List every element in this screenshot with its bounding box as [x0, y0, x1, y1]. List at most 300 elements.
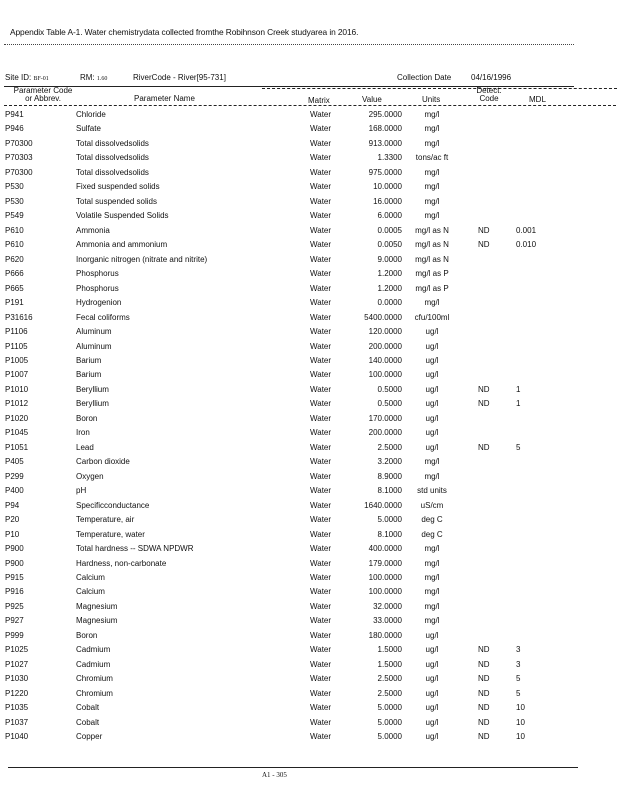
cell-units: ug/l: [425, 341, 439, 351]
cell-parameter-code: P1051: [5, 442, 29, 452]
cell-parameter-code: P405: [5, 457, 24, 467]
cell-parameter-name: Magnesium: [76, 601, 118, 611]
cell-units: ug/l: [425, 399, 439, 409]
cell-units: ug/l: [425, 688, 439, 698]
cell-parameter-name: Boron: [76, 630, 98, 640]
table-row: [0, 501, 618, 515]
cell-parameter-name: Ammonia: [76, 225, 110, 235]
table-row: [0, 602, 618, 616]
cell-matrix: Water: [310, 645, 332, 655]
cell-matrix: Water: [310, 298, 332, 308]
cell-mdl: 1: [516, 399, 521, 409]
cell-detect-code: ND: [478, 240, 490, 250]
cell-parameter-name: Barium: [76, 355, 102, 365]
cell-detect-code: ND: [478, 645, 490, 655]
cell-detect-code: ND: [478, 674, 490, 684]
cell-parameter-code: P927: [5, 616, 24, 626]
cell-matrix: Water: [310, 500, 332, 510]
cell-units: mg/l: [424, 457, 440, 467]
table-row: [0, 428, 618, 442]
cell-matrix: Water: [310, 182, 332, 192]
cell-value: 100.0000: [368, 587, 402, 597]
cell-matrix: Water: [310, 413, 332, 423]
cell-parameter-code: P70303: [5, 153, 33, 163]
cell-matrix: Water: [310, 442, 332, 452]
cell-matrix: Water: [310, 110, 332, 119]
cell-value: 200.0000: [368, 341, 402, 351]
cell-parameter-name: Fixed suspended solids: [76, 182, 160, 192]
column-header-parameter-code: [8, 87, 78, 103]
cell-value: 1.3300: [377, 153, 402, 163]
cell-mdl: 5: [516, 674, 521, 684]
cell-value: 5.0000: [377, 515, 402, 525]
cell-value: 1.2000: [377, 283, 402, 293]
column-header-units: Units: [422, 95, 441, 104]
cell-matrix: Water: [310, 211, 332, 221]
cell-parameter-code: P946: [5, 124, 24, 134]
cell-value: 2.5000: [377, 674, 402, 684]
cell-matrix: Water: [310, 269, 332, 279]
cell-value: 6.0000: [377, 211, 402, 221]
cell-parameter-code: P1007: [5, 370, 29, 380]
cell-parameter-code: P549: [5, 211, 24, 221]
cell-parameter-name: Total dissolvedsolids: [76, 153, 149, 163]
cell-matrix: Water: [310, 254, 332, 264]
cell-parameter-code: P299: [5, 471, 24, 481]
site-id-label: Site ID:: [5, 73, 32, 82]
cell-parameter-name: pH: [76, 486, 87, 496]
cell-mdl: 10: [516, 717, 525, 727]
table-row: [0, 718, 618, 732]
table-row: [0, 674, 618, 688]
cell-parameter-name: Ammonia and ammonium: [76, 240, 168, 250]
column-header-parameter-name: Parameter Name: [134, 94, 195, 103]
cell-matrix: Water: [310, 515, 332, 525]
cell-units: mg/l as N: [415, 240, 449, 250]
cell-parameter-name: Hydrogenion: [76, 298, 122, 308]
cell-units: ug/l: [425, 732, 439, 742]
cell-parameter-code: P1035: [5, 703, 29, 713]
cell-units: ug/l: [425, 428, 439, 438]
cell-parameter-name: Phosphorus: [76, 269, 119, 279]
cell-units: deg C: [421, 515, 443, 525]
cell-parameter-name: Temperature, air: [76, 515, 135, 525]
table-row: [0, 544, 618, 558]
table-row: [0, 573, 618, 587]
column-header-detect-code: [474, 87, 504, 103]
rm-value: 1.60: [96, 76, 108, 82]
cell-value: 295.0000: [368, 110, 402, 119]
site-id: [5, 73, 49, 82]
detect-line1: Detect.: [476, 86, 502, 95]
cell-detect-code: ND: [478, 659, 490, 669]
cell-parameter-code: P191: [5, 298, 24, 308]
page-number: A1 - 305: [262, 771, 287, 779]
cell-units: ug/l: [425, 442, 439, 452]
cell-value: 200.0000: [368, 428, 402, 438]
cell-value: 16.0000: [373, 196, 402, 206]
cell-matrix: Water: [310, 384, 332, 394]
cell-value: 180.0000: [368, 630, 402, 640]
table-row: [0, 645, 618, 659]
table-row: [0, 226, 618, 240]
cell-parameter-code: P665: [5, 283, 24, 293]
table-row: [0, 110, 618, 124]
cell-parameter-code: P530: [5, 182, 24, 192]
cell-parameter-name: Cadmium: [76, 645, 111, 655]
cell-parameter-name: Cadmium: [76, 659, 111, 669]
cell-parameter-name: Fecal coliforms: [76, 312, 130, 322]
cell-units: ug/l: [425, 384, 439, 394]
cell-parameter-code: P70300: [5, 138, 33, 148]
column-header-mdl: MDL: [529, 95, 546, 104]
cell-matrix: Water: [310, 529, 332, 539]
param-code-line2: or Abbrev.: [25, 94, 61, 103]
table-row: [0, 153, 618, 167]
cell-parameter-code: P31616: [5, 312, 33, 322]
cell-value: 0.5000: [377, 399, 402, 409]
cell-units: mg/l as N: [415, 254, 449, 264]
cell-mdl: 5: [516, 688, 521, 698]
cell-parameter-name: Volatile Suspended Solids: [76, 211, 169, 221]
cell-mdl: 0.010: [516, 240, 537, 250]
cell-value: 8.1000: [377, 486, 402, 496]
cell-parameter-name: Carbon dioxide: [76, 457, 130, 467]
cell-parameter-name: Cobalt: [76, 703, 100, 713]
cell-units: mg/l: [424, 471, 440, 481]
cell-value: 5.0000: [377, 717, 402, 727]
cell-units: mg/l: [424, 110, 440, 119]
cell-parameter-code: P916: [5, 587, 24, 597]
cell-detect-code: ND: [478, 225, 490, 235]
cell-matrix: Water: [310, 659, 332, 669]
cell-value: 179.0000: [368, 558, 402, 568]
cell-units: mg/l as P: [415, 269, 449, 279]
cell-parameter-name: Calcium: [76, 587, 105, 597]
cell-parameter-name: Total hardness -- SDWA NPDWR: [76, 544, 194, 554]
cell-parameter-code: P70300: [5, 167, 33, 177]
cell-parameter-name: Aluminum: [76, 341, 112, 351]
cell-units: mg/l: [424, 298, 440, 308]
cell-value: 100.0000: [368, 370, 402, 380]
cell-matrix: Water: [310, 399, 332, 409]
cell-units: deg C: [421, 529, 443, 539]
table-row: [0, 587, 618, 601]
cell-value: 32.0000: [373, 601, 402, 611]
cell-units: mg/l as P: [415, 283, 449, 293]
cell-value: 140.0000: [368, 355, 402, 365]
cell-units: ug/l: [425, 674, 439, 684]
cell-value: 0.5000: [377, 384, 402, 394]
footer-rule: [8, 767, 578, 768]
table-row: [0, 139, 618, 153]
cell-units: ug/l: [425, 717, 439, 727]
cell-parameter-code: P530: [5, 196, 24, 206]
cell-matrix: Water: [310, 153, 332, 163]
cell-mdl: 5: [516, 442, 521, 452]
cell-units: mg/l: [424, 587, 440, 597]
cell-parameter-code: P666: [5, 269, 24, 279]
cell-value: 1.2000: [377, 269, 402, 279]
cell-parameter-code: P94: [5, 500, 20, 510]
cell-matrix: Water: [310, 558, 332, 568]
cell-matrix: Water: [310, 703, 332, 713]
table-row: [0, 689, 618, 703]
cell-value: 5.0000: [377, 732, 402, 742]
cell-matrix: Water: [310, 124, 332, 134]
table-row: [0, 472, 618, 486]
cell-value: 5400.0000: [364, 312, 402, 322]
cell-matrix: Water: [310, 674, 332, 684]
cell-detect-code: ND: [478, 399, 490, 409]
cell-parameter-code: P20: [5, 515, 20, 525]
cell-matrix: Water: [310, 283, 332, 293]
column-header-matrix: Matrix: [308, 96, 330, 105]
cell-parameter-code: P1105: [5, 341, 28, 351]
cell-parameter-name: Inorganic nitrogen (nitrate and nitrite): [76, 254, 208, 264]
cell-units: mg/l: [424, 601, 440, 611]
cell-parameter-name: Chloride: [76, 110, 106, 119]
table-row: [0, 327, 618, 341]
cell-parameter-name: Cobalt: [76, 717, 100, 727]
cell-units: std units: [417, 486, 447, 496]
table-row: [0, 631, 618, 645]
cell-units: mg/l: [424, 167, 440, 177]
table-row: [0, 443, 618, 457]
cell-units: mg/l: [424, 211, 440, 221]
table-row: [0, 660, 618, 674]
cell-parameter-code: P941: [5, 110, 24, 119]
cell-detect-code: ND: [478, 442, 490, 452]
cell-parameter-name: Phosphorus: [76, 283, 119, 293]
table-row: [0, 385, 618, 399]
river-mile: [80, 73, 107, 82]
cell-matrix: Water: [310, 717, 332, 727]
cell-units: mg/l: [424, 196, 440, 206]
cell-value: 2.5000: [377, 688, 402, 698]
rm-label: RM:: [80, 73, 95, 82]
cell-units: ug/l: [425, 370, 439, 380]
cell-parameter-name: Barium: [76, 370, 102, 380]
table-row: [0, 530, 618, 544]
cell-parameter-name: Sulfate: [76, 124, 101, 134]
table-row: [0, 168, 618, 182]
table-row: [0, 399, 618, 413]
cell-matrix: Water: [310, 138, 332, 148]
table-row: [0, 559, 618, 573]
cell-units: mg/l as N: [415, 225, 449, 235]
table-row: [0, 342, 618, 356]
cell-parameter-code: P915: [5, 573, 24, 582]
cell-value: 3.2000: [377, 457, 402, 467]
cell-parameter-name: Total suspended solids: [76, 196, 157, 206]
cell-value: 975.0000: [368, 167, 402, 177]
cell-matrix: Water: [310, 616, 332, 626]
cell-matrix: Water: [310, 630, 332, 640]
table-row: [0, 457, 618, 471]
cell-mdl: 1: [516, 384, 521, 394]
cell-value: 0.0050: [377, 240, 402, 250]
cell-matrix: Water: [310, 486, 332, 496]
cell-matrix: Water: [310, 457, 332, 467]
cell-parameter-name: Aluminum: [76, 327, 112, 337]
table-row: [0, 703, 618, 717]
cell-parameter-code: P900: [5, 544, 24, 554]
cell-matrix: Water: [310, 196, 332, 206]
page-title: Appendix Table A-1. Water chemistrydata collected fromthe Robihnson Creek studyarea in 2016.: [10, 27, 359, 37]
cell-matrix: Water: [310, 688, 332, 698]
cell-value: 8.1000: [377, 529, 402, 539]
cell-mdl: 10: [516, 732, 525, 742]
cell-units: mg/l: [424, 573, 440, 582]
cell-units: ug/l: [425, 413, 439, 423]
table-row: [0, 486, 618, 500]
cell-units: ug/l: [425, 645, 439, 655]
table-row: [0, 414, 618, 428]
cell-parameter-code: P1005: [5, 355, 29, 365]
cell-parameter-code: P1037: [5, 717, 29, 727]
cell-units: uS/cm: [420, 500, 444, 510]
header-dashed-rule: [262, 88, 617, 89]
cell-parameter-code: P1220: [5, 688, 29, 698]
header-bottom-rule: [4, 105, 616, 106]
cell-matrix: Water: [310, 732, 332, 742]
cell-units: ug/l: [425, 355, 439, 365]
cell-units: ug/l: [425, 630, 439, 640]
cell-parameter-name: Temperature, water: [76, 529, 145, 539]
cell-parameter-name: Total dissolvedsolids: [76, 167, 149, 177]
table-row: [0, 298, 618, 312]
cell-parameter-code: P1040: [5, 732, 29, 742]
cell-value: 168.0000: [368, 124, 402, 134]
cell-matrix: Water: [310, 312, 332, 322]
cell-matrix: Water: [310, 240, 332, 250]
cell-units: mg/l: [424, 558, 440, 568]
cell-value: 913.0000: [368, 138, 402, 148]
cell-parameter-name: Beryllium: [76, 399, 109, 409]
cell-parameter-name: Oxygen: [76, 471, 104, 481]
cell-units: mg/l: [424, 124, 440, 134]
column-header-value: Value: [362, 95, 382, 104]
cell-mdl: 3: [516, 645, 521, 655]
collection-date-label: Collection Date: [397, 73, 452, 82]
dotted-divider: [4, 44, 574, 45]
table-row: [0, 211, 618, 225]
cell-value: 100.0000: [368, 573, 402, 582]
cell-value: 0.0005: [377, 225, 402, 235]
table-row: [0, 255, 618, 269]
site-id-value: BF-01: [33, 76, 49, 82]
cell-parameter-code: P610: [5, 225, 24, 235]
table-row: [0, 616, 618, 630]
cell-detect-code: ND: [478, 703, 490, 713]
cell-parameter-name: Chromium: [76, 688, 113, 698]
cell-parameter-name: Lead: [76, 442, 94, 452]
table-row: [0, 356, 618, 370]
table-row: [0, 732, 618, 746]
cell-value: 120.0000: [368, 327, 402, 337]
cell-units: mg/l: [424, 138, 440, 148]
cell-matrix: Water: [310, 355, 332, 365]
cell-parameter-code: P1027: [5, 659, 29, 669]
cell-value: 1.5000: [377, 645, 402, 655]
cell-detect-code: ND: [478, 688, 490, 698]
table-row: [0, 240, 618, 254]
cell-value: 1640.0000: [364, 500, 402, 510]
cell-value: 9.0000: [377, 254, 402, 264]
cell-matrix: Water: [310, 225, 332, 235]
cell-value: 33.0000: [373, 616, 402, 626]
cell-units: mg/l: [424, 544, 440, 554]
cell-parameter-name: Calcium: [76, 573, 105, 582]
cell-parameter-code: P1030: [5, 674, 29, 684]
cell-value: 5.0000: [377, 703, 402, 713]
cell-parameter-code: P10: [5, 529, 20, 539]
cell-parameter-code: P620: [5, 254, 24, 264]
cell-units: ug/l: [425, 703, 439, 713]
cell-matrix: Water: [310, 341, 332, 351]
param-code-line1: Parameter Code: [13, 86, 73, 95]
cell-parameter-code: P1106: [5, 327, 28, 337]
cell-value: 0.0000: [377, 298, 402, 308]
cell-detect-code: ND: [478, 717, 490, 727]
cell-parameter-code: P900: [5, 558, 24, 568]
table-row: [0, 269, 618, 283]
cell-parameter-name: Hardness, non-carbonate: [76, 558, 167, 568]
cell-mdl: 0.001: [516, 225, 537, 235]
detect-line2: Code: [479, 94, 499, 103]
cell-parameter-code: P1025: [5, 645, 29, 655]
cell-value: 170.0000: [368, 413, 402, 423]
river-code: RiverCode - River[95-731]: [133, 73, 226, 82]
cell-detect-code: ND: [478, 732, 490, 742]
table-row: [0, 284, 618, 298]
data-table: [0, 110, 618, 747]
cell-parameter-name: Magnesium: [76, 616, 118, 626]
cell-matrix: Water: [310, 428, 332, 438]
cell-matrix: Water: [310, 327, 332, 337]
cell-matrix: Water: [310, 471, 332, 481]
cell-units: mg/l: [424, 616, 440, 626]
collection-date-value: 04/16/1996: [471, 73, 512, 82]
cell-detect-code: ND: [478, 384, 490, 394]
cell-value: 1.5000: [377, 659, 402, 669]
cell-parameter-code: P1045: [5, 428, 29, 438]
cell-units: tons/ac ft: [415, 153, 449, 163]
cell-parameter-name: Copper: [76, 732, 103, 742]
cell-mdl: 3: [516, 659, 521, 669]
cell-matrix: Water: [310, 544, 332, 554]
cell-mdl: 10: [516, 703, 525, 713]
cell-value: 10.0000: [373, 182, 402, 192]
cell-matrix: Water: [310, 573, 332, 582]
cell-matrix: Water: [310, 370, 332, 380]
cell-parameter-name: Beryllium: [76, 384, 109, 394]
cell-units: ug/l: [425, 327, 439, 337]
cell-parameter-name: Boron: [76, 413, 98, 423]
cell-parameter-name: Total dissolvedsolids: [76, 138, 149, 148]
cell-units: ug/l: [425, 659, 439, 669]
table-row: [0, 515, 618, 529]
cell-parameter-name: Chromium: [76, 674, 113, 684]
cell-matrix: Water: [310, 167, 332, 177]
cell-matrix: Water: [310, 601, 332, 611]
table-row: [0, 182, 618, 196]
cell-parameter-code: P999: [5, 630, 24, 640]
cell-parameter-code: P400: [5, 486, 24, 496]
cell-parameter-name: Specificconductance: [76, 500, 150, 510]
cell-parameter-code: P1010: [5, 384, 29, 394]
